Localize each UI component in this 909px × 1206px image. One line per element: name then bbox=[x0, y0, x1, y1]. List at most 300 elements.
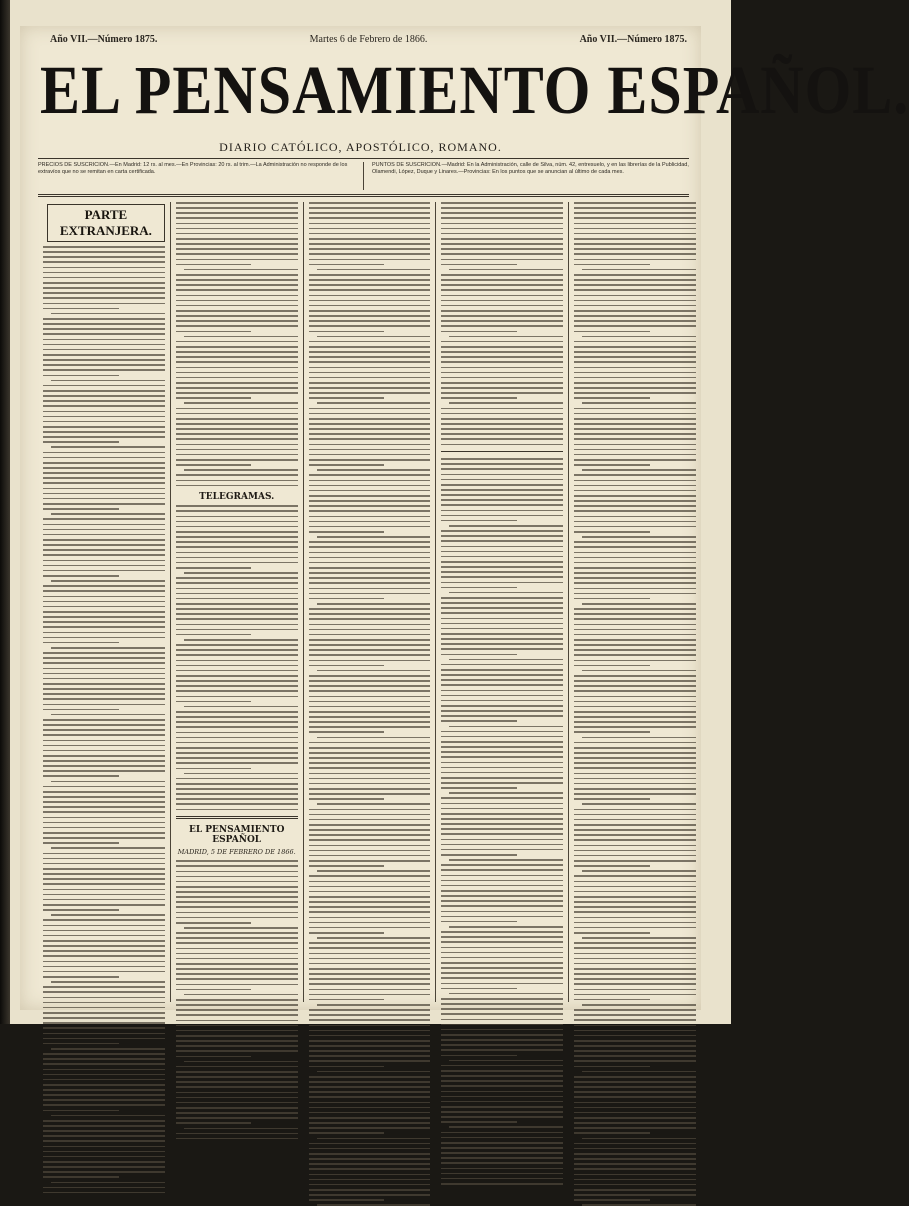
text-line bbox=[176, 526, 298, 528]
text-line bbox=[184, 773, 298, 775]
text-line bbox=[176, 978, 298, 980]
text-line bbox=[309, 541, 431, 543]
text-line bbox=[574, 767, 696, 769]
text-line bbox=[317, 737, 431, 739]
text-line bbox=[441, 941, 563, 943]
text-line bbox=[574, 1045, 696, 1047]
text-line bbox=[43, 529, 165, 531]
text-line bbox=[309, 886, 431, 888]
text-line bbox=[43, 1012, 165, 1014]
text-line bbox=[441, 977, 563, 979]
text-line bbox=[574, 1179, 696, 1181]
text-line bbox=[309, 973, 431, 975]
column-1 bbox=[38, 202, 171, 1002]
text-line bbox=[574, 613, 696, 615]
text-line bbox=[309, 1148, 431, 1150]
issue-number-left: Año VII.—Número 1875. bbox=[50, 34, 158, 45]
text-line bbox=[574, 1132, 650, 1134]
text-line bbox=[574, 608, 696, 610]
text-line bbox=[176, 295, 298, 297]
text-line bbox=[176, 598, 298, 600]
text-line bbox=[176, 325, 298, 327]
text-line bbox=[309, 238, 431, 240]
text-line bbox=[176, 279, 298, 281]
text-line bbox=[441, 300, 563, 302]
text-line bbox=[441, 556, 563, 558]
text-line bbox=[309, 480, 431, 482]
text-line bbox=[441, 597, 563, 599]
text-line bbox=[176, 768, 252, 770]
text-line bbox=[441, 684, 563, 686]
text-line bbox=[176, 480, 298, 482]
text-line bbox=[43, 344, 165, 346]
text-line bbox=[309, 217, 431, 219]
text-line bbox=[309, 680, 431, 682]
text-line bbox=[574, 531, 650, 533]
text-line bbox=[176, 1066, 298, 1068]
text-line bbox=[176, 906, 298, 908]
text-line bbox=[441, 320, 563, 322]
text-line bbox=[441, 782, 563, 784]
text-line bbox=[43, 997, 165, 999]
text-line bbox=[176, 485, 298, 487]
text-line bbox=[441, 854, 517, 856]
text-line bbox=[176, 649, 298, 651]
text-line bbox=[176, 413, 298, 415]
text-line bbox=[441, 674, 563, 676]
text-line bbox=[574, 947, 696, 949]
text-line bbox=[43, 832, 165, 834]
text-line bbox=[176, 289, 298, 291]
text-line bbox=[574, 300, 696, 302]
text-line bbox=[309, 788, 431, 790]
text-line bbox=[574, 382, 696, 384]
text-line bbox=[309, 1179, 431, 1181]
text-line bbox=[43, 431, 165, 433]
column-4-text-a bbox=[441, 202, 563, 445]
text-line bbox=[309, 474, 431, 476]
text-line bbox=[176, 891, 298, 893]
text-line bbox=[574, 634, 696, 636]
text-line bbox=[317, 603, 431, 605]
text-line bbox=[43, 698, 165, 700]
text-line bbox=[574, 922, 696, 924]
text-line bbox=[51, 580, 165, 582]
text-line bbox=[309, 557, 431, 559]
text-line bbox=[43, 1043, 119, 1045]
text-line bbox=[574, 1102, 696, 1104]
text-line bbox=[582, 937, 696, 939]
text-line bbox=[184, 469, 298, 471]
text-line bbox=[574, 413, 696, 415]
text-line bbox=[441, 408, 563, 410]
text-line bbox=[309, 428, 431, 430]
text-line bbox=[43, 1161, 165, 1163]
text-line bbox=[43, 477, 165, 479]
text-line bbox=[43, 1053, 165, 1055]
text-line bbox=[441, 869, 563, 871]
text-line bbox=[43, 837, 165, 839]
text-line bbox=[309, 418, 431, 420]
text-line bbox=[43, 488, 165, 490]
text-line bbox=[441, 864, 563, 866]
text-line bbox=[43, 359, 165, 361]
text-line bbox=[574, 665, 650, 667]
text-line bbox=[574, 516, 696, 518]
text-line bbox=[441, 274, 563, 276]
text-line bbox=[43, 662, 165, 664]
text-line bbox=[176, 449, 298, 451]
text-line bbox=[43, 991, 165, 993]
text-line bbox=[574, 459, 696, 461]
text-line bbox=[43, 909, 119, 911]
text-line bbox=[43, 503, 165, 505]
text-line bbox=[309, 696, 431, 698]
text-line bbox=[43, 822, 165, 824]
text-line bbox=[309, 793, 431, 795]
text-line bbox=[441, 264, 517, 266]
text-line bbox=[43, 421, 165, 423]
text-line bbox=[309, 917, 431, 919]
text-line bbox=[441, 305, 563, 307]
text-line bbox=[441, 931, 563, 933]
text-line bbox=[441, 797, 563, 799]
text-line bbox=[43, 724, 165, 726]
text-line bbox=[441, 952, 563, 954]
text-line bbox=[441, 983, 563, 985]
text-line bbox=[574, 228, 696, 230]
text-line bbox=[574, 397, 650, 399]
text-line bbox=[574, 860, 696, 862]
text-line bbox=[43, 251, 165, 253]
text-line bbox=[441, 844, 563, 846]
text-line bbox=[43, 1171, 165, 1173]
text-line bbox=[43, 1166, 165, 1168]
text-line bbox=[441, 367, 563, 369]
text-line bbox=[574, 1163, 696, 1165]
text-line bbox=[176, 521, 298, 523]
text-line bbox=[309, 675, 431, 677]
text-line bbox=[574, 1153, 696, 1155]
text-line bbox=[43, 1135, 165, 1137]
text-line bbox=[43, 1069, 165, 1071]
text-line bbox=[309, 546, 431, 548]
text-line bbox=[309, 382, 431, 384]
text-line bbox=[43, 585, 165, 587]
text-line bbox=[309, 274, 431, 276]
text-line bbox=[574, 968, 696, 970]
text-line bbox=[441, 1168, 563, 1170]
text-line bbox=[43, 369, 165, 371]
text-line bbox=[574, 716, 696, 718]
text-line bbox=[309, 1030, 431, 1032]
text-line bbox=[176, 253, 298, 255]
text-line bbox=[309, 783, 431, 785]
text-line bbox=[176, 798, 298, 800]
text-line bbox=[574, 1035, 696, 1037]
text-line bbox=[176, 320, 298, 322]
subscription-points: PUNTOS DE SUSCRICION.—Madrid: En la Administración, calle de Silva, núm. 42, entresuelo, y en las librerías de la Publicidad, Olamendi, López, Duque y Linares.—Provincias: En los puntos que se anuncian al último de cada mes. bbox=[372, 162, 689, 175]
text-line bbox=[574, 284, 696, 286]
text-line bbox=[309, 233, 431, 235]
text-line bbox=[574, 217, 696, 219]
text-line bbox=[176, 1086, 298, 1088]
text-line bbox=[441, 1008, 563, 1010]
book-spine bbox=[0, 0, 10, 1024]
text-line bbox=[184, 572, 298, 574]
text-line bbox=[309, 1189, 431, 1191]
text-line bbox=[176, 629, 298, 631]
text-line bbox=[574, 649, 696, 651]
text-line bbox=[309, 1050, 431, 1052]
text-line bbox=[51, 513, 165, 515]
text-line bbox=[441, 957, 563, 959]
text-line bbox=[176, 1081, 298, 1083]
text-line bbox=[51, 914, 165, 916]
text-line bbox=[441, 628, 563, 630]
text-line bbox=[309, 315, 431, 317]
text-line bbox=[309, 567, 431, 569]
text-line bbox=[441, 751, 563, 753]
text-line bbox=[43, 611, 165, 613]
text-line bbox=[574, 582, 696, 584]
text-line bbox=[574, 1040, 696, 1042]
text-line bbox=[574, 783, 696, 785]
text-line bbox=[441, 1137, 563, 1139]
text-line bbox=[441, 223, 563, 225]
text-line bbox=[309, 325, 431, 327]
text-line bbox=[176, 721, 298, 723]
text-line bbox=[441, 346, 563, 348]
text-line bbox=[176, 665, 298, 667]
text-line bbox=[441, 648, 563, 650]
text-line bbox=[309, 228, 431, 230]
text-line bbox=[574, 1158, 696, 1160]
text-line bbox=[176, 901, 298, 903]
text-line bbox=[441, 623, 563, 625]
text-line bbox=[309, 1055, 431, 1057]
text-line bbox=[309, 989, 431, 991]
masthead-subtitle: DIARIO CATÓLICO, APOSTÓLICO, ROMANO. bbox=[219, 140, 502, 154]
text-line bbox=[441, 1044, 563, 1046]
column-4-text-b bbox=[441, 458, 563, 1184]
text-line bbox=[43, 868, 165, 870]
column-4 bbox=[436, 202, 569, 1002]
section-pensamiento-date: MADRID, 5 DE FEBRERO DE 1866. bbox=[177, 848, 296, 857]
text-line bbox=[43, 308, 119, 310]
text-line bbox=[176, 747, 298, 749]
text-line bbox=[309, 875, 431, 877]
text-line bbox=[176, 1056, 252, 1058]
text-line bbox=[176, 392, 298, 394]
text-line bbox=[43, 940, 165, 942]
text-line bbox=[176, 871, 298, 873]
text-line bbox=[441, 1157, 563, 1159]
text-line bbox=[176, 408, 298, 410]
section-pensamiento: EL PENSAMIENTO ESPAÑOL bbox=[188, 825, 285, 846]
text-line bbox=[43, 375, 119, 377]
text-line bbox=[441, 499, 563, 501]
column-5 bbox=[569, 202, 701, 1002]
text-line bbox=[309, 387, 431, 389]
text-line bbox=[51, 647, 165, 649]
text-line bbox=[309, 1035, 431, 1037]
text-line bbox=[441, 530, 563, 532]
text-line bbox=[176, 984, 298, 986]
text-line bbox=[441, 284, 563, 286]
text-line bbox=[309, 947, 431, 949]
text-line bbox=[309, 1040, 431, 1042]
column-2-text-c bbox=[176, 860, 298, 1139]
text-line bbox=[43, 1120, 165, 1122]
text-line bbox=[441, 423, 563, 425]
text-line bbox=[43, 246, 165, 248]
text-line bbox=[309, 289, 431, 291]
text-line bbox=[574, 824, 696, 826]
text-line bbox=[441, 633, 563, 635]
text-line bbox=[309, 598, 385, 600]
text-line bbox=[176, 228, 298, 230]
text-line bbox=[176, 300, 298, 302]
text-line bbox=[574, 572, 696, 574]
text-line bbox=[309, 721, 431, 723]
text-line bbox=[43, 328, 165, 330]
text-line bbox=[441, 571, 563, 573]
text-line bbox=[441, 664, 563, 666]
text-line bbox=[43, 1007, 165, 1009]
text-line bbox=[176, 701, 252, 703]
text-line bbox=[441, 638, 563, 640]
text-line bbox=[43, 678, 165, 680]
text-line bbox=[574, 372, 696, 374]
text-line bbox=[574, 577, 696, 579]
text-line bbox=[574, 433, 696, 435]
text-line bbox=[176, 1025, 298, 1027]
text-line bbox=[574, 793, 696, 795]
text-line bbox=[43, 1125, 165, 1127]
text-line bbox=[574, 588, 696, 590]
rule-columns bbox=[38, 194, 689, 197]
text-line bbox=[574, 932, 650, 934]
text-line bbox=[441, 510, 563, 512]
text-line bbox=[441, 690, 563, 692]
text-line bbox=[441, 823, 563, 825]
text-line bbox=[43, 925, 165, 927]
text-line bbox=[441, 1080, 563, 1082]
column-2-text-b bbox=[176, 505, 298, 810]
text-line bbox=[176, 459, 298, 461]
text-line bbox=[309, 284, 431, 286]
text-line bbox=[309, 521, 431, 523]
text-line bbox=[441, 587, 517, 589]
text-line bbox=[43, 750, 165, 752]
text-line bbox=[441, 1065, 563, 1067]
text-line bbox=[441, 331, 517, 333]
text-line bbox=[574, 701, 696, 703]
text-line bbox=[574, 855, 696, 857]
text-line bbox=[309, 922, 431, 924]
text-line bbox=[43, 482, 165, 484]
text-line bbox=[176, 953, 298, 955]
text-line bbox=[441, 998, 563, 1000]
text-line bbox=[441, 418, 563, 420]
text-line bbox=[574, 495, 696, 497]
text-line bbox=[51, 380, 165, 382]
text-line bbox=[309, 654, 431, 656]
text-line bbox=[51, 1115, 165, 1117]
text-line bbox=[43, 534, 165, 536]
text-line bbox=[441, 1013, 563, 1015]
text-line bbox=[309, 896, 431, 898]
text-line bbox=[309, 1091, 431, 1093]
text-line bbox=[43, 791, 165, 793]
text-line bbox=[574, 675, 696, 677]
text-line bbox=[441, 916, 563, 918]
text-line bbox=[574, 839, 696, 841]
text-line bbox=[43, 297, 165, 299]
text-line bbox=[441, 504, 563, 506]
text-line bbox=[574, 423, 696, 425]
text-line bbox=[574, 978, 696, 980]
article-columns bbox=[38, 202, 701, 1002]
text-line bbox=[574, 917, 696, 919]
text-line bbox=[43, 416, 165, 418]
text-line bbox=[309, 1086, 431, 1088]
text-line bbox=[317, 803, 431, 805]
text-line bbox=[574, 881, 696, 883]
text-line bbox=[43, 1058, 165, 1060]
text-line bbox=[574, 356, 696, 358]
text-line bbox=[441, 972, 563, 974]
text-line bbox=[176, 264, 252, 266]
text-line bbox=[309, 212, 431, 214]
text-line bbox=[309, 1153, 431, 1155]
text-line bbox=[184, 706, 298, 708]
text-line bbox=[176, 1071, 298, 1073]
text-line bbox=[176, 690, 298, 692]
text-line bbox=[574, 706, 696, 708]
text-line bbox=[449, 926, 563, 928]
text-line bbox=[441, 756, 563, 758]
text-line bbox=[309, 742, 431, 744]
text-line bbox=[43, 883, 165, 885]
text-line bbox=[574, 320, 696, 322]
text-line bbox=[43, 950, 165, 952]
text-line bbox=[441, 767, 563, 769]
text-line bbox=[574, 618, 696, 620]
text-line bbox=[441, 618, 563, 620]
text-line bbox=[43, 544, 165, 546]
text-line bbox=[449, 859, 563, 861]
text-line bbox=[43, 385, 165, 387]
text-line bbox=[309, 577, 431, 579]
text-line bbox=[176, 942, 298, 944]
text-line bbox=[574, 305, 696, 307]
text-line bbox=[574, 762, 696, 764]
text-line bbox=[43, 817, 165, 819]
text-line bbox=[309, 1096, 431, 1098]
text-line bbox=[43, 457, 165, 459]
text-line bbox=[441, 540, 563, 542]
text-line bbox=[176, 577, 298, 579]
text-line bbox=[43, 1130, 165, 1132]
text-line bbox=[441, 397, 517, 399]
text-line bbox=[309, 264, 385, 266]
text-line bbox=[43, 493, 165, 495]
text-line bbox=[441, 746, 563, 748]
text-line bbox=[176, 618, 298, 620]
text-line bbox=[574, 341, 696, 343]
